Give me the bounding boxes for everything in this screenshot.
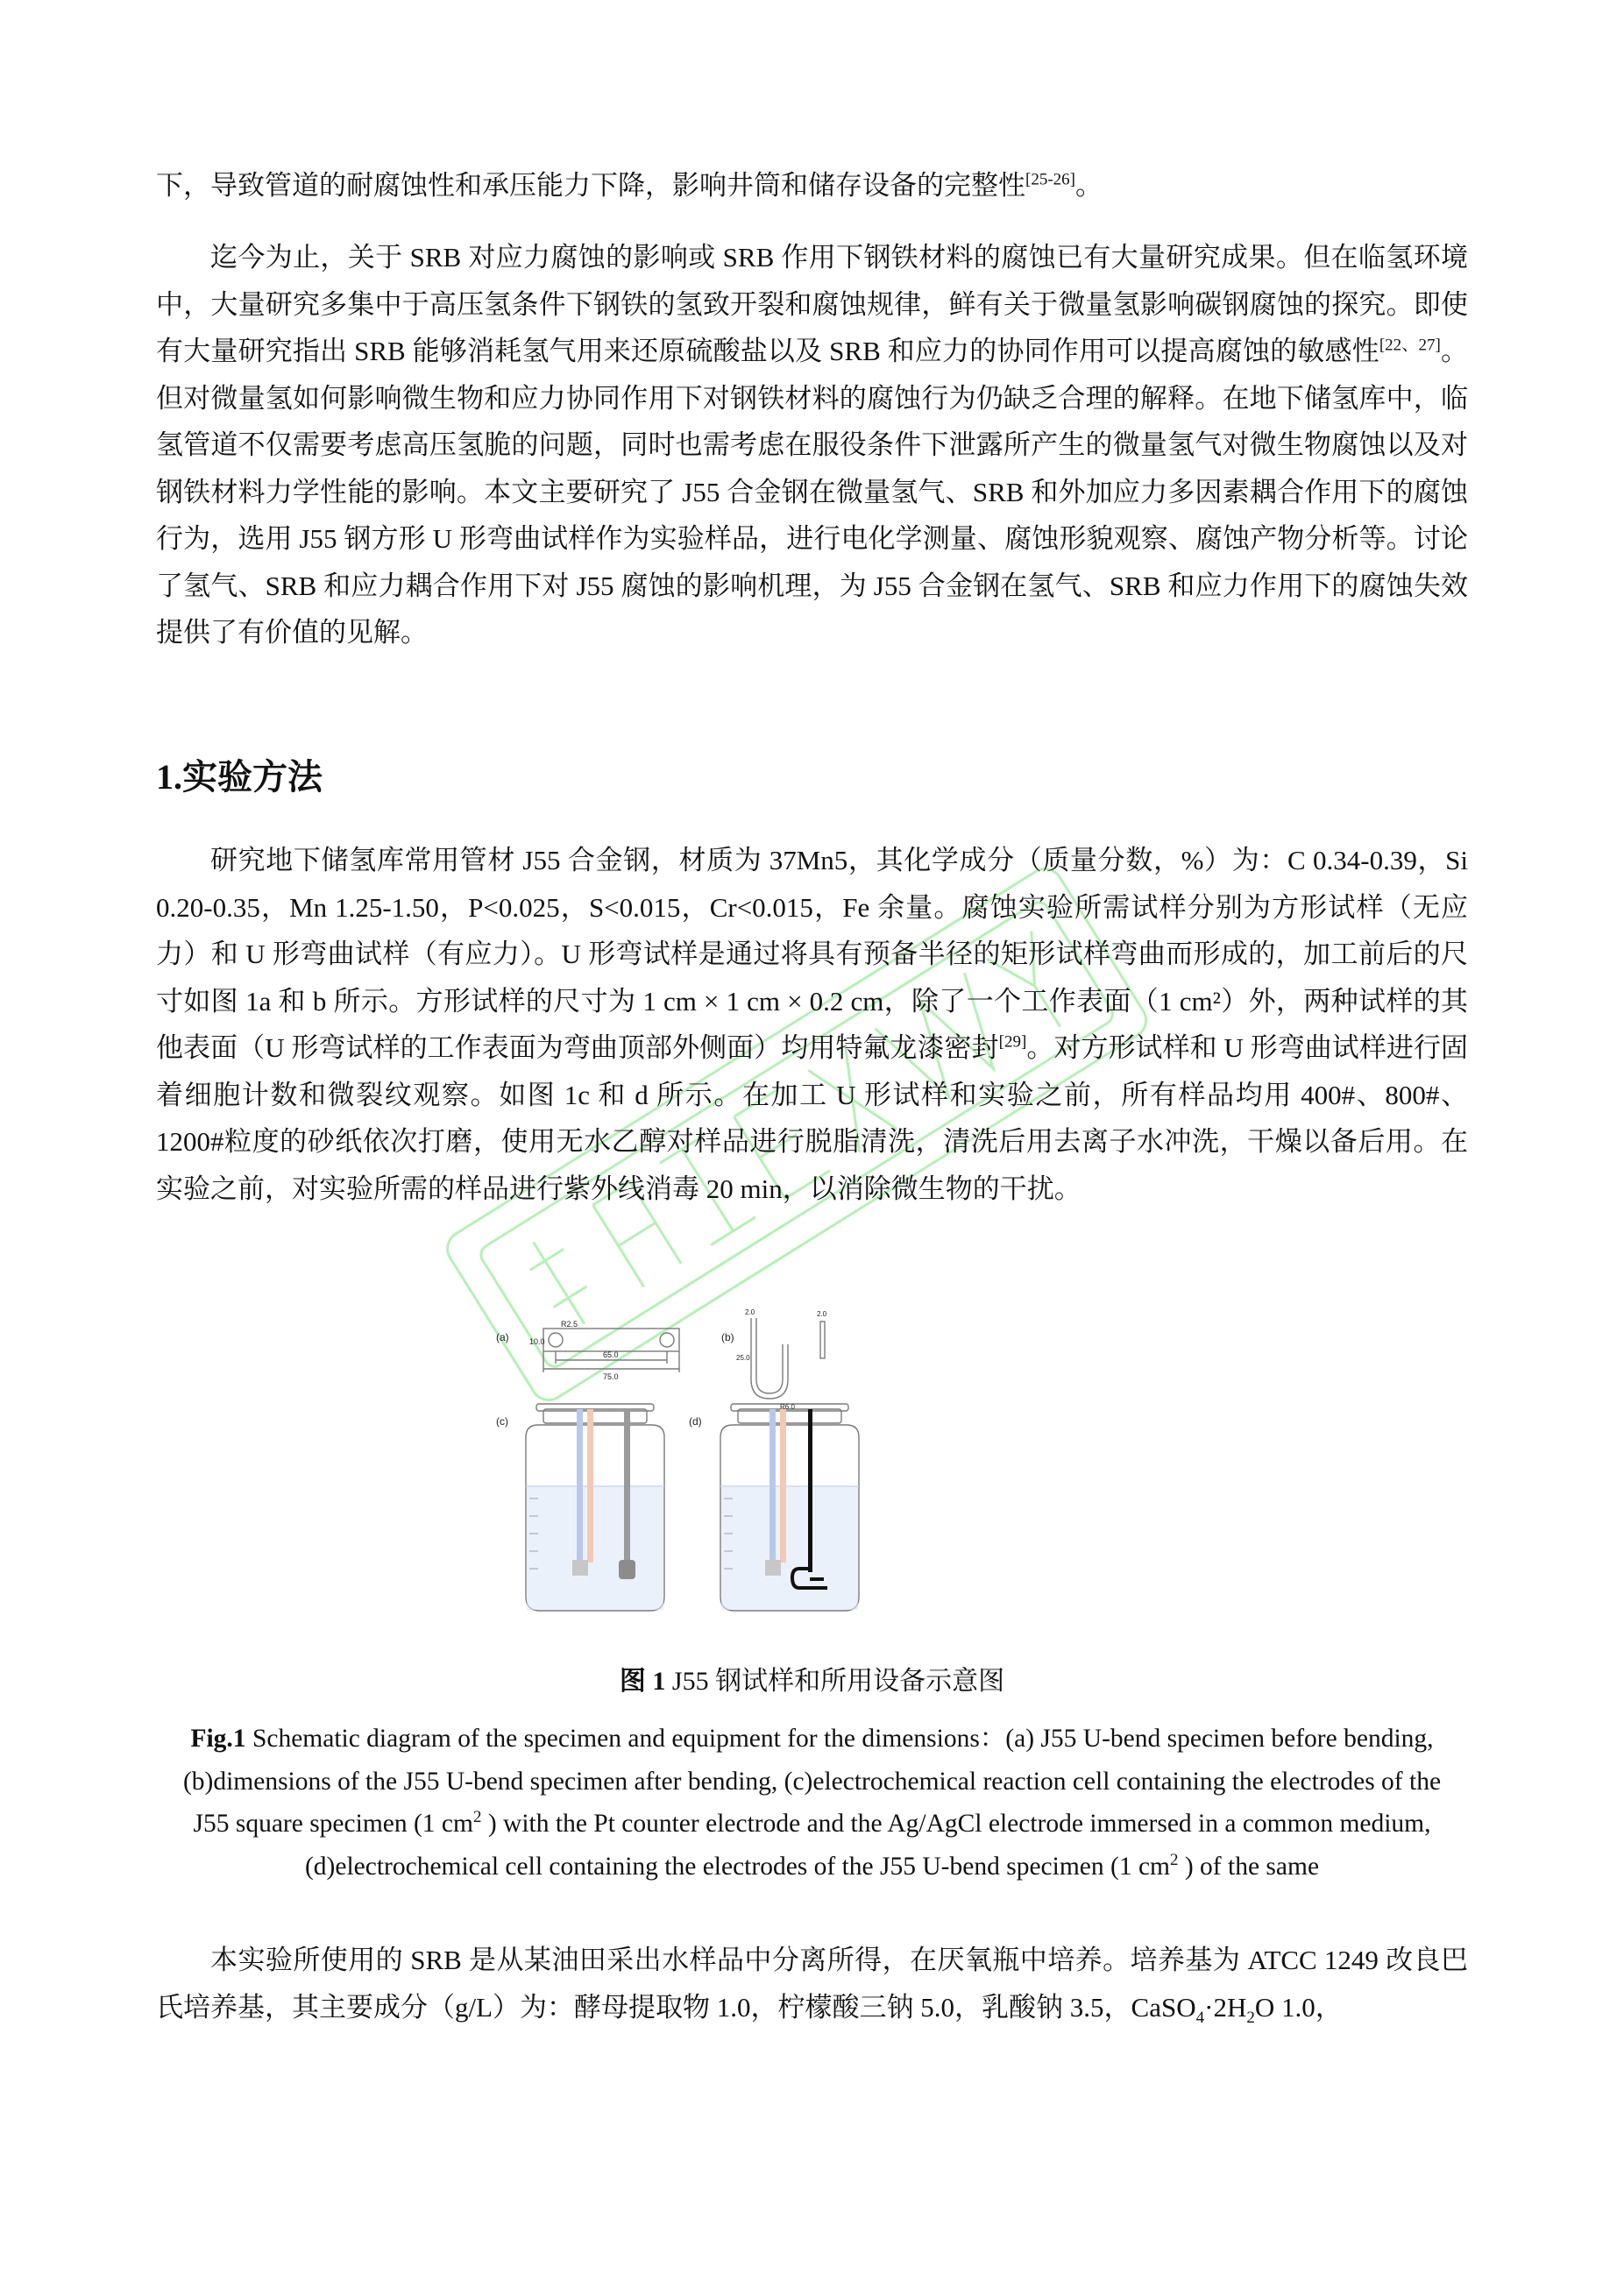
subscript: 4 xyxy=(1195,2008,1205,2027)
specimen-hole-right xyxy=(660,1333,674,1347)
paragraph-continuation xyxy=(156,162,1468,209)
para4-text-2: ·2H xyxy=(1204,1991,1247,2023)
dim-bend-radius: R6.0 xyxy=(780,1403,795,1411)
paragraph-methods xyxy=(156,837,1468,1212)
dim-thickness-2: 2.0 xyxy=(817,1310,827,1318)
paragraph-introduction xyxy=(156,234,1468,656)
section-heading: 1.实验方法 xyxy=(156,757,323,797)
flat-specimen xyxy=(543,1329,679,1351)
para2-text: 迄今为止，关于 SRB 对应力腐蚀的影响或 SRB 作用下钢铁材料的腐蚀已有大量研究成果。但在临氢环境中，大量研究多集中于高压氢条件下钢铁的氢致开裂和腐蚀规律，鲜有关于微量氢影响碳钢腐蚀的探究。即使有大量研究指出 SRB 能够消耗氢气用来还原硫酸盐以及 SRB 和应力的协同作用可以提高腐蚀的敏感性 xyxy=(156,242,1468,366)
counter-electrode xyxy=(587,1409,593,1563)
para4-text-3: O 1.0， xyxy=(1254,1991,1343,2023)
dim-height: 25.0 xyxy=(736,1354,750,1362)
subscript: 2 xyxy=(1246,2008,1255,2027)
caption-en-label: Fig.1 xyxy=(190,1725,246,1753)
label-c: (c) xyxy=(496,1415,508,1428)
dim-thickness-1: 2.0 xyxy=(745,1308,755,1316)
superscript: 2 xyxy=(1169,1850,1179,1869)
para2-text-end: 。但对微量氢如何影响微生物和应力协同作用下对钢铁材料的腐蚀行为仍缺乏合理的解释。在地下储氢库中，临氢管道不仅需要考虑高压氢脆的问题，同时也需考虑在服役条件下泄露所产生的微量氢气对微生物腐蚀以及对钢铁材料力学性能的影响。本文主要研究了 J55 合金钢在微量氢气、SRB 和外加应力多因素耦合作用下的腐蚀行为，选用 J55 钢方形 U 形弯曲试样作为实验样品，进行电化学测量、腐蚀形貌观察、腐蚀产物分析等。讨论了氢气、SRB 和应力耦合作用下对 J55 腐蚀的影响机理，为 J55 合金钢在氢气、SRB 和应力作用下的腐蚀失效提供了有价值的见解。 xyxy=(156,336,1469,648)
specimen-thickness xyxy=(820,1322,825,1358)
citation: [29] xyxy=(998,1032,1027,1052)
caption-en-text-3: ) of the same xyxy=(1178,1852,1320,1881)
cell-d-liquid xyxy=(721,1487,858,1610)
para3-text: 研究地下储氢库常用管材 J55 合金钢，材质为 37Mn5，其化学成分（质量分数，%）为：C 0.34-0.39，Si 0.20-0.35，Mn 1.25-1.50，P<0.025，S<0.015，Cr<0.015，Fe 余量。腐蚀实验所需试样分别为方形试样（无应力）和 U 形弯曲试样（有应力）。U 形弯试样是通过将具有预备半径的矩形试样弯曲而形成的，加工前后的尺寸如图 1a 和 b 所示。方形试样的尺寸为 1 cm × 1 cm × 0.2 cm，除了一个工作表面（1 cm²）外，两种试样的其他表面（U 形弯试样的工作表面为弯曲顶部外侧面）均用特氟龙漆密封 xyxy=(156,845,1468,1063)
dim-hole-spacing: 65.0 xyxy=(603,1350,619,1359)
dim-radius: R2.5 xyxy=(561,1320,578,1329)
figure-caption-cn xyxy=(0,1659,1624,1697)
cell-c-liquid xyxy=(527,1487,663,1610)
para1-text-end: 。 xyxy=(1074,170,1103,201)
caption-en-text-2: ) with the Pt counter electrode and the Ag/AgCl electrode immersed in a common medium, (d)electrochemical cell containing the electrodes of the J55 U-bend specimen (1 cm xyxy=(304,1810,1431,1881)
schematic-drawing xyxy=(491,1306,876,1639)
caption-en-text-1: Schematic diagram of the specimen and equipment for the dimensions：(a) J55 U-bend specimen before bending, (b)dimensions of the J55 U-bend specimen after bending, (c)electrochemical reaction cell containing the electrodes of the J55 square specimen (1 cm xyxy=(182,1725,1442,1838)
counter-electrode-d xyxy=(780,1409,786,1563)
reference-electrode-d xyxy=(769,1409,776,1576)
superscript: 2 xyxy=(472,1808,482,1827)
caption-cn-text: J55 钢试样和所用设备示意图 xyxy=(665,1667,1005,1696)
figure-caption-en xyxy=(163,1718,1461,1888)
figure-schematic xyxy=(491,1306,876,1639)
citation: [22、27] xyxy=(1379,336,1441,355)
label-a: (a) xyxy=(496,1331,509,1343)
dim-width: 10.0 xyxy=(529,1337,545,1346)
working-electrode xyxy=(624,1409,630,1576)
specimen-hole-left xyxy=(549,1333,563,1347)
paragraph-culture xyxy=(156,1937,1468,2030)
square-specimen xyxy=(572,1560,588,1576)
label-d: (d) xyxy=(689,1415,702,1428)
para1-text: 下，导致管道的耐腐蚀性和承压能力下降，影响井筒和储存设备的完整性 xyxy=(156,170,1025,201)
citation: [25-26] xyxy=(1025,170,1075,189)
caption-cn-label: 图 1 xyxy=(619,1667,666,1696)
label-b: (b) xyxy=(721,1331,734,1343)
dim-length: 75.0 xyxy=(603,1372,619,1381)
reference-electrode xyxy=(577,1409,583,1576)
para3-text-end: 。对方形试样和 U 形弯曲试样进行固着细胞计数和微裂纹观察。如图 1c 和 d 所示。在加工 U 形试样和实验之前，所有样品均用 400#、800#、1200#粒度的砂纸依次打磨，使用无水乙醇对样品进行脱脂清洗，清洗后用去离子水冲洗，干燥以备后用。在实验之前，对实验所需的样品进行紫外线消毒 20 min，以消除微生物的干扰。 xyxy=(156,1032,1469,1204)
para4-text: 本实验所使用的 SRB 是从某油田采出水样品中分离所得，在厌氧瓶中培养。培养基为 ATCC 1249 改良巴氏培养基，其主要成分（g/L）为：酵母提取物 1.0，柠檬酸三钠 5.0，乳酸钠 3.5，CaSO xyxy=(156,1945,1468,2023)
